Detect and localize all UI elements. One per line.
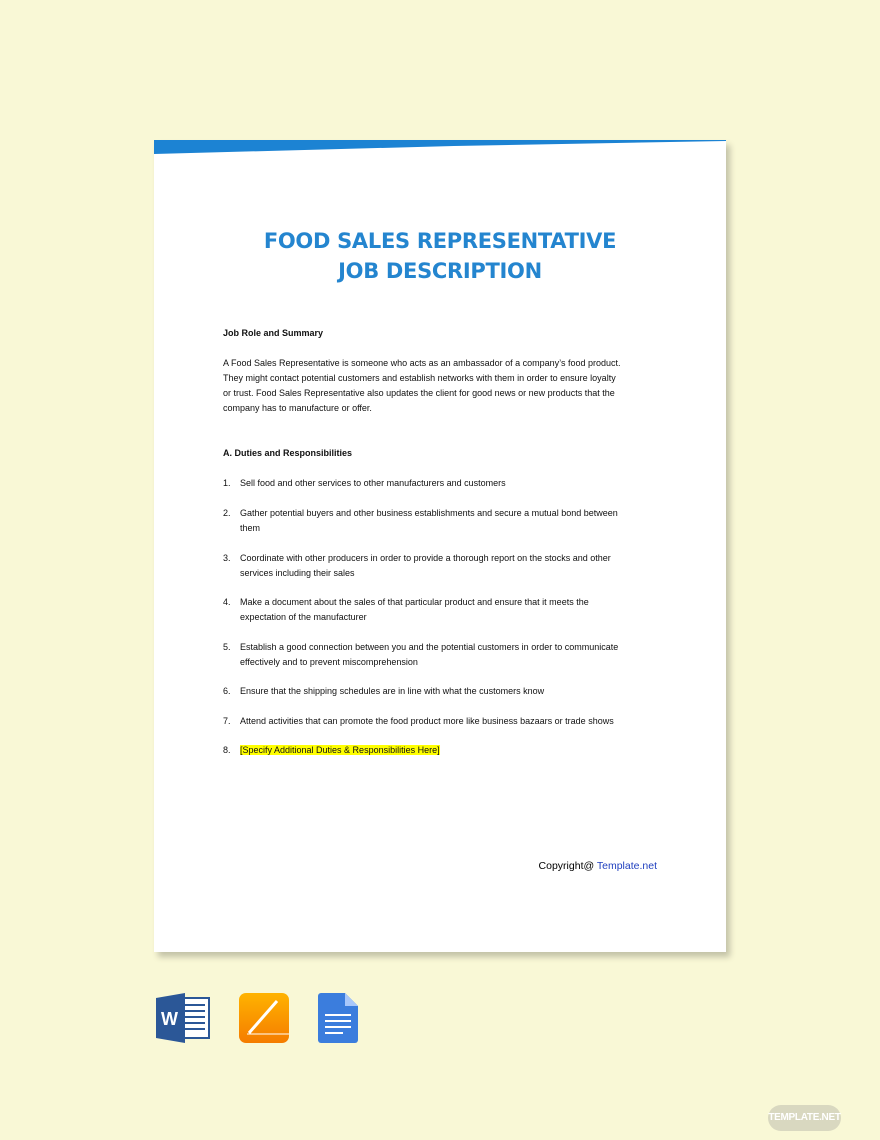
pages-icon[interactable]	[239, 993, 289, 1043]
duty-text: Sell food and other services to other manufacturers and customers	[240, 478, 506, 488]
duty-item	[240, 506, 618, 521]
duty-item	[240, 684, 544, 699]
template-net-watermark: TEMPLATE.NET	[768, 1105, 841, 1131]
document-page	[154, 140, 726, 952]
document-title	[154, 226, 726, 286]
duty-number: 8.	[223, 745, 231, 755]
duty-text: [Specify Additional Duties & Responsibilities Here]	[240, 745, 440, 755]
duty-text: Ensure that the shipping schedules are in line with what the customers know	[240, 686, 545, 696]
duty-item	[240, 551, 611, 566]
duty-item	[240, 714, 614, 729]
duty-placeholder	[240, 743, 440, 758]
duty-number: 1.	[223, 478, 231, 488]
title-line-1: FOOD SALES REPRESENTATIVE	[263, 229, 617, 253]
duty-item	[240, 640, 618, 655]
duty-item	[240, 610, 367, 625]
duty-number: 2.	[223, 508, 231, 518]
duty-item	[240, 476, 506, 491]
duty-number: 5.	[223, 642, 231, 652]
summary-line: company has to manufacture or offer.	[223, 403, 372, 413]
header-accent-bar	[154, 140, 726, 154]
summary-line: They might contact potential customers and establish networks with them in order to ensure loyalty	[223, 373, 616, 383]
duty-item	[240, 521, 260, 536]
duty-number: 7.	[223, 716, 231, 726]
duty-text: effectively and to prevent miscomprehension	[240, 657, 418, 667]
duty-number: 3.	[223, 553, 231, 563]
summary-line: or trust. Food Sales Representative also updates the client for good news or new products that the	[223, 388, 615, 398]
duty-text: expectation of the manufacturer	[240, 612, 367, 622]
duty-item	[240, 566, 355, 581]
summary-heading: Job Role and Summary	[223, 328, 324, 338]
duty-text: services including their sales	[240, 568, 355, 578]
google-docs-icon[interactable]	[318, 993, 358, 1043]
duty-text: Make a document about the sales of that particular product and ensure that it meets the	[240, 597, 589, 607]
duty-number: 6.	[223, 686, 231, 696]
word-icon[interactable]	[156, 993, 210, 1043]
duty-text: Coordinate with other producers in order to provide a thorough report on the stocks and other	[240, 553, 611, 563]
duty-text: Gather potential buyers and other business establishments and secure a mutual bond between	[240, 508, 618, 518]
svg-text:W: W	[161, 1009, 178, 1029]
duty-text: Attend activities that can promote the food product more like business bazaars or trade shows	[240, 716, 614, 726]
duty-text: them	[240, 523, 261, 533]
duty-text: Establish a good connection between you and the potential customers in order to communicate	[240, 642, 619, 652]
duty-item	[240, 655, 418, 670]
title-line-2: JOB DESCRIPTION	[338, 259, 542, 283]
copyright-link[interactable]: Template.net	[596, 860, 657, 872]
summary-line: A Food Sales Representative is someone who acts as an ambassador of a company’s food product.	[223, 358, 621, 368]
duties-heading: A. Duties and Responsibilities	[223, 448, 353, 458]
copyright-label: Copyright@	[538, 860, 597, 872]
copyright	[539, 860, 657, 872]
duty-item	[240, 595, 589, 610]
duty-number: 4.	[223, 597, 231, 607]
